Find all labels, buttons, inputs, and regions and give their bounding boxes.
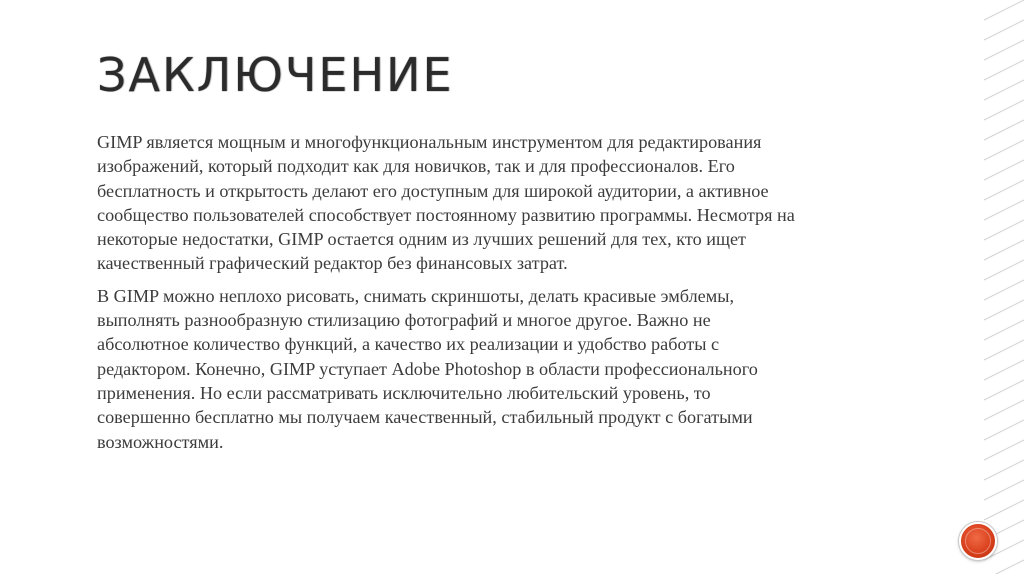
text-line: редактором. Конечно, GIMP уступает Adobe Photoshop в области профессионального xyxy=(97,358,758,379)
paragraph-1 xyxy=(97,130,897,276)
text-line: совершенно бесплатно мы получаем качественный, стабильный продукт с богатыми xyxy=(97,407,753,428)
text-line: изображений, который подходит как для новичков, так и для профессионалов. Его xyxy=(97,156,735,177)
slide-body xyxy=(97,130,897,462)
text-line: абсолютное количество функций, а качество их реализации и удобство работы с xyxy=(97,334,720,355)
decorative-diagonal-lines xyxy=(984,0,1024,574)
text-line: В GIMP можно неплохо рисовать, снимать скриншоты, делать красивые эмблемы, xyxy=(97,285,735,306)
slide-title: ЗАКЛЮЧЕНИЕ xyxy=(97,48,454,102)
text-line: применения. Но если рассматривать исключительно любительский уровень, то xyxy=(97,382,711,403)
text-line: бесплатность и открытость делают его доступным для широкой аудитории, а активное xyxy=(97,180,769,201)
text-line: сообщество пользователей способствует постоянному развитию программы. Несмотря на xyxy=(97,204,795,225)
text-line: выполнять разнообразную стилизацию фотографий и многое другое. Важно не xyxy=(97,310,711,331)
text-line: качественный графический редактор без финансовых затрат. xyxy=(97,253,568,274)
text-line: GIMP является мощным и многофункциональным инструментом для редактирования xyxy=(97,132,762,152)
text-line: возможностями. xyxy=(97,431,224,452)
paragraph-2 xyxy=(97,284,897,454)
text-line: некоторые недостатки, GIMP остается одним из лучших решений для тех, кто ищет xyxy=(97,229,746,250)
next-slide-button[interactable] xyxy=(959,522,997,560)
